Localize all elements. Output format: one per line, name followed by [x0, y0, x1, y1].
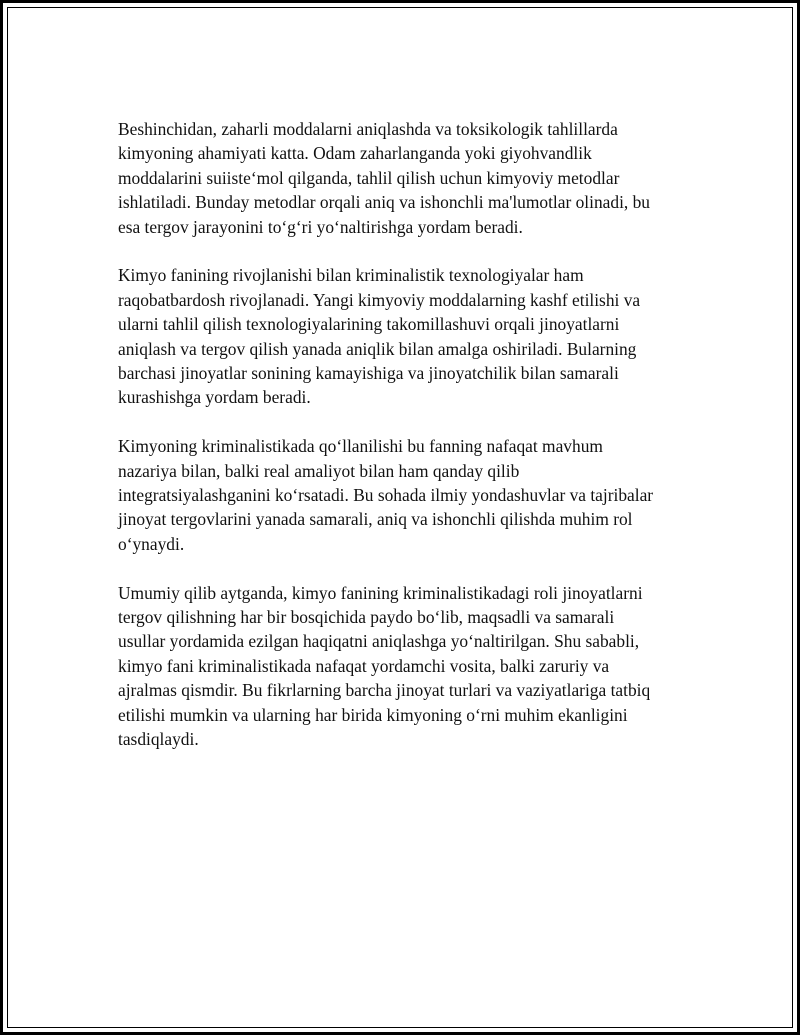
- text-line: esa tergov jarayonini to‘g‘ri yo‘naltirishga yordam beradi.: [118, 216, 523, 237]
- text-line: barchasi jinoyatlar sonining kamayishiga va jinoyatchilik bilan samarali: [118, 363, 619, 384]
- paragraph-4: [118, 581, 690, 752]
- paragraph-2: [118, 263, 690, 409]
- text-line: o‘ynaydi.: [118, 533, 185, 554]
- text-line: jinoyat tergovlarini yanada samarali, aniq va ishonchli qilishda muhim rol: [118, 509, 633, 530]
- text-line: nazariya bilan, balki real amaliyot bilan ham qanday qilib: [118, 460, 520, 481]
- text-line: tasdiqlaydi.: [118, 729, 199, 750]
- document-body: [118, 117, 690, 776]
- text-line: kurashishga yordam beradi.: [118, 387, 311, 408]
- text-line: ajralmas qismdir. Bu fikrlarning barcha jinoyat turlari va vaziyatlariga tatbiq: [118, 680, 651, 701]
- text-line: kimyo fani kriminalistikada nafaqat yordamchi vosita, balki zaruriy va: [118, 655, 610, 676]
- text-line: ularni tahlil qilish texnologiyalarining takomillashuvi orqali jinoyatlarni: [118, 314, 620, 335]
- paragraph-1: [118, 117, 690, 239]
- paragraph-3: [118, 434, 690, 556]
- text-line: raqobatbardosh rivojlanadi. Yangi kimyoviy moddalarning kashf etilishi va: [118, 289, 641, 310]
- text-line: Beshinchidan, zaharli moddalarni aniqlashda va toksikologik tahlillarda: [118, 119, 618, 139]
- text-line: usullar yordamida ezilgan haqiqatni aniqlashga yo‘naltirilgan. Shu sababli,: [118, 631, 640, 652]
- text-line: moddalarini suiiste‘mol qilganda, tahlil qilish uchun kimyoviy metodlar: [118, 167, 620, 188]
- text-line: etilishi mumkin va ularning har birida kimyoning o‘rni muhim ekanligini: [118, 704, 628, 725]
- text-line: tergov qilishning har bir bosqichida paydo bo‘lib, maqsadli va samarali: [118, 607, 615, 628]
- text-line: ishlatiladi. Bunday metodlar orqali aniq va ishonchli ma'lumotlar olinadi, bu: [118, 192, 650, 213]
- text-line: Umumiy qilib aytganda, kimyo fanining kriminalistikadagi roli jinoyatlarni: [118, 582, 643, 603]
- text-line: aniqlash va tergov qilish yanada aniqlik bilan amalga oshiriladi. Bularning: [118, 338, 637, 359]
- text-line: Kimyoning kriminalistikada qo‘llanilishi bu fanning nafaqat mavhum: [118, 436, 603, 457]
- text-line: kimyoning ahamiyati katta. Odam zaharlanganda yoki giyohvandlik: [118, 143, 592, 164]
- text-line: Kimyo fanining rivojlanishi bilan kriminalistik texnologiyalar ham: [118, 265, 584, 286]
- text-line: integratsiyalashganini ko‘rsatadi. Bu sohada ilmiy yondashuvlar va tajribalar: [118, 485, 654, 506]
